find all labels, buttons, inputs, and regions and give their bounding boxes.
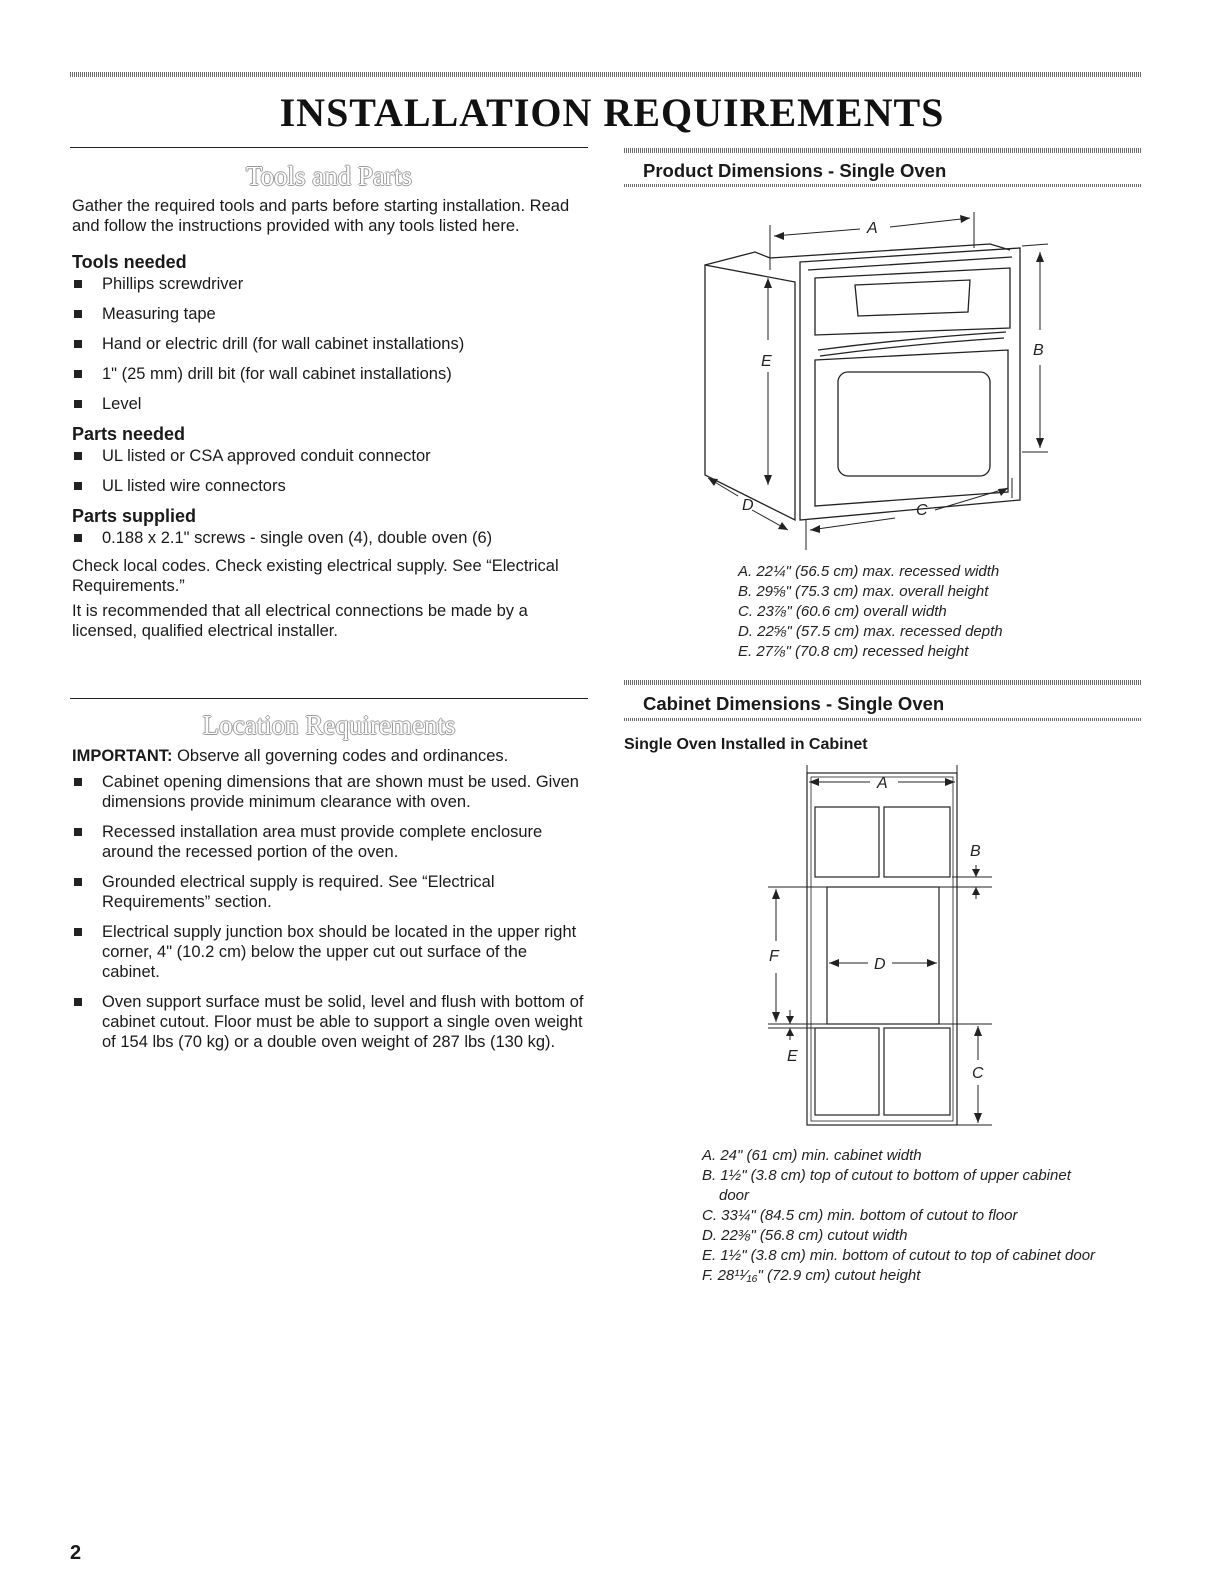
bullet-icon xyxy=(74,452,82,460)
bullet-icon xyxy=(74,400,82,408)
tools-needed-list xyxy=(72,274,584,414)
product-dimensions-captions xyxy=(738,562,1003,662)
caption-b: B. 1½" (3.8 cm) top of cutout to bottom of upper cabinet xyxy=(702,1167,1071,1184)
list-item: Oven support surface must be solid, level and flush with bottom of cabinet cutout. Floor must be able to support a single oven weight of 154 lbs (70 kg) or a double oven weight of 287 lbs (130 kg). xyxy=(72,992,587,1052)
list-item: Hand or electric drill (for wall cabinet installations) xyxy=(72,334,584,354)
bullet-icon xyxy=(74,878,82,886)
top-rule xyxy=(70,72,1142,77)
bullet-icon xyxy=(74,928,82,936)
list-item: UL listed wire connectors xyxy=(72,476,584,496)
location-heading: Location Requirements xyxy=(202,710,456,740)
label-b: B xyxy=(1033,342,1044,359)
bullet-icon xyxy=(74,482,82,490)
label-d: D xyxy=(742,497,754,514)
cabinet-dimensions-captions xyxy=(702,1146,1095,1286)
parts-needed-heading: Parts needed xyxy=(72,424,186,444)
installer-note: It is recommended that all electrical connections be made by a licensed, qualified electrical installer. xyxy=(72,602,528,640)
label-c: C xyxy=(916,502,928,519)
caption-a: A. 24" (61 cm) min. cabinet width xyxy=(702,1147,922,1164)
parts-needed-list xyxy=(72,446,584,496)
location-section xyxy=(72,746,587,1062)
caption-a: A. 22¼" (56.5 cm) max. recessed width xyxy=(738,563,1000,580)
tools-and-parts-section xyxy=(72,196,584,650)
caption-d: D. 22⅜" (56.8 cm) cutout width xyxy=(702,1227,908,1244)
parts-supplied-list xyxy=(72,528,584,548)
product-dims-rule-top xyxy=(624,148,1142,153)
bullet-icon xyxy=(74,534,82,542)
important-note xyxy=(72,746,587,766)
bullet-icon xyxy=(74,280,82,288)
list-item: Measuring tape xyxy=(72,304,584,324)
cabinet-diagram xyxy=(760,765,1000,1135)
label-a: A xyxy=(877,775,888,792)
tools-and-parts-heading: Tools and Parts xyxy=(245,161,413,191)
cabinet-dimensions-title: Cabinet Dimensions - Single Oven xyxy=(643,693,945,714)
parts-supplied-heading: Parts supplied xyxy=(72,506,197,526)
caption-e: E. 27⅞" (70.8 cm) recessed height xyxy=(738,643,969,660)
caption-c: C. 23⅞" (60.6 cm) overall width xyxy=(738,603,947,620)
tools-needed-heading: Tools needed xyxy=(72,252,187,272)
bullet-icon xyxy=(74,340,82,348)
cabinet-dims-rule-bottom xyxy=(624,718,1142,721)
caption-f: F. 28¹¹⁄₁₆" (72.9 cm) cutout height xyxy=(702,1267,921,1284)
bullet-icon xyxy=(74,998,82,1006)
location-list xyxy=(72,772,587,1052)
list-item: Phillips screwdriver xyxy=(72,274,584,294)
label-f: F xyxy=(769,948,779,965)
location-section-rule xyxy=(70,698,588,699)
list-item: UL listed or CSA approved conduit connector xyxy=(72,446,584,466)
caption-e: E. 1½" (3.8 cm) min. bottom of cutout to top of cabinet door xyxy=(702,1247,1096,1264)
page-title: INSTALLATION REQUIREMENTS xyxy=(279,90,945,135)
bullet-icon xyxy=(74,310,82,318)
label-e: E xyxy=(761,353,772,370)
label-c: C xyxy=(972,1065,984,1082)
list-item: 0.188 x 2.1" screws - single oven (4), double oven (6) xyxy=(72,528,584,548)
list-item: Grounded electrical supply is required. See “Electrical Requirements” section. xyxy=(72,872,587,912)
label-e: E xyxy=(787,1048,798,1065)
label-a: A xyxy=(867,220,878,237)
bullet-icon xyxy=(74,370,82,378)
caption-b: B. 29⅝" (75.3 cm) max. overall height xyxy=(738,583,989,600)
important-label: IMPORTANT: xyxy=(72,747,173,765)
cabinet-subtitle: Single Oven Installed in Cabinet xyxy=(624,736,868,753)
product-dimensions-title: Product Dimensions - Single Oven xyxy=(643,160,947,181)
oven-product-diagram xyxy=(690,200,1060,560)
important-text: Observe all governing codes and ordinances. xyxy=(172,747,509,765)
list-item: Recessed installation area must provide complete enclosure around the recessed portion of the oven. xyxy=(72,822,587,862)
caption-b-continued: door xyxy=(719,1187,750,1204)
label-d: D xyxy=(874,956,886,973)
list-item: Electrical supply junction box should be located in the upper right corner, 4" (10.2 cm) below the upper cut out surface of the cabinet. xyxy=(72,922,587,982)
bullet-icon xyxy=(74,828,82,836)
list-item: 1" (25 mm) drill bit (for wall cabinet installations) xyxy=(72,364,584,384)
page-number: 2 xyxy=(70,1542,82,1564)
list-item: Level xyxy=(72,394,584,414)
check-codes-note: Check local codes. Check existing electrical supply. See “Electrical Requirements.” xyxy=(72,557,559,595)
tools-intro: Gather the required tools and parts before starting installation. Read and follow the instructions provided with any tools listed here. xyxy=(72,197,570,235)
list-item: Cabinet opening dimensions that are shown must be used. Given dimensions provide minimum clearance with oven. xyxy=(72,772,587,812)
label-b: B xyxy=(970,843,981,860)
caption-c: C. 33¼" (84.5 cm) min. bottom of cutout to floor xyxy=(702,1207,1018,1224)
tools-section-rule xyxy=(70,147,588,148)
product-dims-rule-bottom xyxy=(624,184,1142,187)
cabinet-dims-rule-top xyxy=(624,680,1142,685)
bullet-icon xyxy=(74,778,82,786)
caption-d: D. 22⅝" (57.5 cm) max. recessed depth xyxy=(738,623,1003,640)
